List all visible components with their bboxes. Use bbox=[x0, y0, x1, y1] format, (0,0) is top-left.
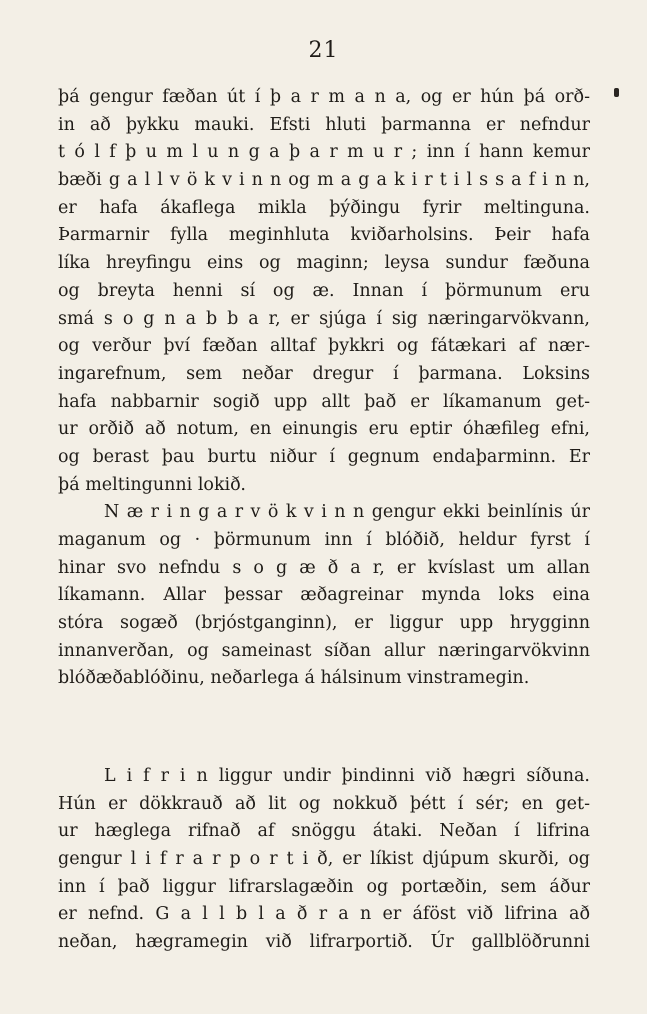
text-line: neðan, hægramegin við lifrarportið. Úr gallblöðrunni bbox=[58, 932, 590, 953]
text-line: gengur l i f r a r p o r t i ð, er líkist djúpum skurði, og bbox=[58, 849, 590, 870]
body-text-upper bbox=[58, 84, 590, 693]
text-line: ingarefnum, sem neðar dregur í þarmana. Loksins bbox=[58, 363, 590, 384]
text-line: og breyta henni sí og æ. Innan í þörmunum eru bbox=[58, 280, 590, 301]
text-line: bæði g a l l v ö k v i n n og m a g a k i r t i l s s a f i n n, bbox=[58, 170, 590, 191]
paragraph bbox=[58, 763, 590, 957]
paragraph bbox=[58, 499, 590, 693]
text-line: líkamann. Allar þessar æðagreinar mynda loks eina bbox=[58, 585, 590, 606]
text-line: er hafa ákaflega mikla þýðingu fyrir meltinguna. bbox=[58, 197, 590, 218]
text-line: innanverðan, og sameinast síðan allur næringarvökvinn bbox=[58, 640, 590, 661]
text-line: N æ r i n g a r v ö k v i n n gengur ekki beinlínis úr bbox=[104, 502, 590, 523]
text-line: blóðæðablóðinu, neðarlega á hálsinum vinstramegin. bbox=[58, 668, 530, 689]
text-line: þá gengur fæðan út í þ a r m a n a, og er hún þá orð- bbox=[58, 87, 590, 107]
text-line: hinar svo nefndu s o g æ ð a r, er kvíslast um allan bbox=[58, 557, 590, 578]
text-line: L i f r i n liggur undir þindinni við hægri síðuna. bbox=[104, 766, 590, 786]
text-line: hafa nabbarnir sogið upp allt það er líkamanum get- bbox=[58, 391, 590, 412]
text-line: og berast þau burtu niður í gegnum endaþarminn. Er bbox=[58, 446, 590, 467]
text-line: in að þykku mauki. Efsti hluti þarmanna er nefndur bbox=[58, 114, 590, 135]
text-line: smá s o g n a b b a r, er sjúga í sig næringarvökvann, bbox=[58, 308, 590, 329]
text-line: Þarmarnir fylla meginhluta kviðarholsins. Þeir hafa bbox=[58, 225, 590, 246]
text-line: Hún er dökkrauð að lit og nokkuð þétt í sér; en get- bbox=[58, 793, 590, 814]
paragraph bbox=[58, 84, 590, 499]
text-line: þá meltingunni lokið. bbox=[58, 474, 246, 495]
text-line: og verður því fæðan alltaf þykkri og fátækari af nær- bbox=[58, 336, 590, 357]
text-line: stóra sogæð (brjóstganginn), er liggur upp hrygginn bbox=[58, 613, 590, 634]
page-number: 21 bbox=[308, 38, 339, 63]
text-line: er nefnd. G a l l b l a ð r a n er áföst við lifrina að bbox=[58, 904, 590, 925]
body-text-lower bbox=[58, 763, 590, 957]
text-line: líka hreyfingu eins og maginn; leysa sundur fæðuna bbox=[58, 253, 590, 274]
text-line: ur orðið að notum, en einungis eru eptir óhæfileg efni, bbox=[58, 419, 590, 440]
text-line: inn í það liggur lifrarslagæðin og portæðin, sem áður bbox=[58, 876, 590, 897]
text-line: ur hæglega rifnað af snöggu átaki. Neðan í lifrina bbox=[58, 821, 590, 842]
text-line: t ó l f þ u m l u n g a þ a r m u r ; inn í hann kemur bbox=[58, 142, 590, 163]
text-line: maganum og · þörmunum inn í blóðið, heldur fyrst í bbox=[58, 530, 590, 550]
margin-mark bbox=[614, 88, 619, 97]
